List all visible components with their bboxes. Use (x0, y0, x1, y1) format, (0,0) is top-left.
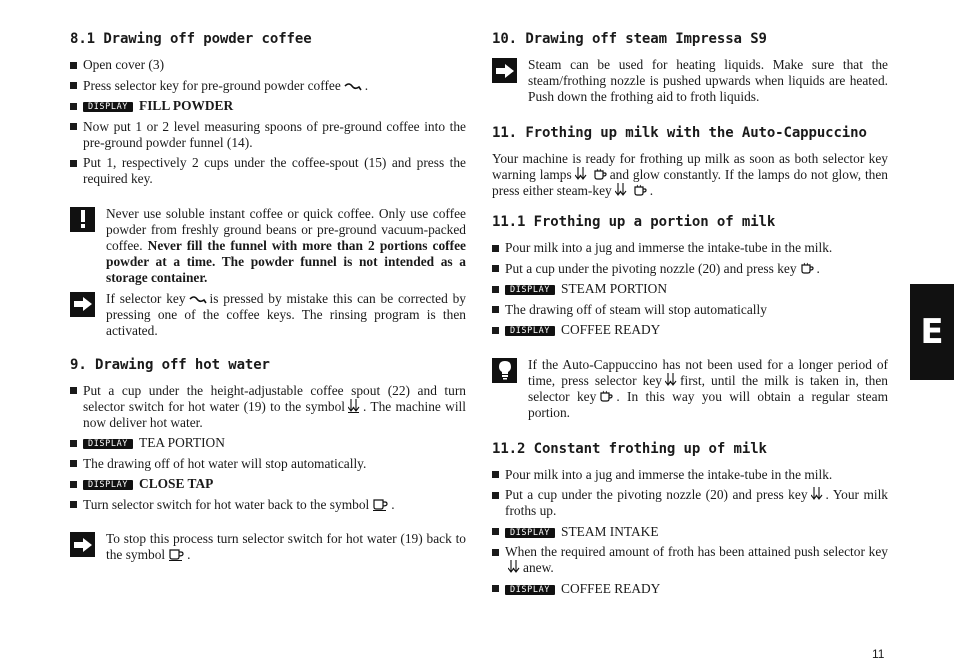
list-item (492, 467, 888, 483)
bullet-icon (70, 82, 77, 89)
bullet-list (492, 467, 888, 597)
tip-text: first, until the milk is taken in, then selector key (528, 372, 889, 404)
list-item-text: . (816, 260, 820, 276)
bullet-icon (492, 286, 499, 293)
list-item-text: The drawing off of steam will stop automatically (505, 301, 767, 317)
list-item (70, 456, 466, 472)
paragraph-text: . (649, 183, 654, 198)
list-item-text: Now put 1 or 2 level measuring spoons of pre-ground coffee into the pre-ground powder funnel (14). (83, 118, 466, 150)
bullet-icon (492, 528, 499, 535)
steam-icon (615, 183, 627, 197)
list-item-text: Put 1, respectively 2 cups under the coffee-spout (15) and press the required key. (83, 155, 466, 186)
list-item (70, 78, 466, 94)
section-paragraph (492, 151, 888, 199)
cup-icon (599, 390, 613, 403)
section-title: 9. Drawing off hot water (70, 356, 270, 373)
list-item-text: . Your milk froths up. (505, 487, 889, 518)
bullet-icon (492, 492, 499, 499)
bullet-icon (70, 160, 77, 167)
note-text: To stop this process turn selector switch for hot water (19) back to the symbol (106, 531, 466, 562)
display-message: STEAM PORTION (561, 281, 667, 296)
list-item (70, 497, 466, 513)
bullet-icon (70, 481, 77, 488)
list-item (492, 281, 888, 297)
list-item (70, 98, 466, 114)
list-item-text: anew. (523, 560, 554, 575)
arrow-right-icon (492, 58, 517, 83)
cup-icon (168, 548, 184, 561)
page-number: 11 (872, 647, 885, 661)
info-note (492, 57, 888, 105)
powder-coffee-icon (344, 82, 362, 92)
list-item (70, 383, 466, 431)
section-title: 10. Drawing off steam Impressa S9 (492, 31, 767, 47)
display-label: DISPLAY (83, 480, 133, 490)
bullet-icon (492, 327, 499, 334)
bullet-icon (492, 471, 499, 478)
list-item-text: Pour milk into a jug and immerse the intake-tube in the milk. (505, 466, 833, 482)
section-title: 11.1 Frothing up a portion of milk (492, 214, 776, 230)
powder-coffee-icon (189, 295, 207, 305)
warning-note (70, 206, 466, 286)
list-item (492, 261, 888, 277)
section-8-1 (70, 30, 466, 339)
info-note (70, 291, 466, 339)
bullet-list (492, 240, 888, 338)
cup-icon (800, 262, 814, 275)
steam-icon (811, 487, 823, 501)
display-message: STEAM INTAKE (561, 523, 659, 539)
tip-text: If the Auto-Cappuccino has not been used for a longer period of time, press selector key (528, 356, 888, 388)
bullet-icon (70, 387, 77, 394)
display-message: FILL POWDER (139, 98, 234, 113)
bulb-icon (492, 358, 517, 383)
language-tab: E (910, 284, 954, 380)
left-column (70, 30, 466, 568)
list-item-text: Put a cup under the pivoting nozzle (20) and press key (505, 260, 797, 276)
exclamation-icon (70, 207, 95, 232)
list-item-text: . (391, 496, 395, 512)
tip-note (492, 357, 888, 421)
steam-icon (508, 560, 520, 574)
bullet-icon (492, 265, 499, 272)
cup-icon (372, 498, 388, 511)
display-label: DISPLAY (505, 528, 555, 538)
info-note (70, 531, 466, 563)
section-title: 11. Frothing up milk with the Auto-Cappuccino (492, 125, 867, 141)
bullet-icon (70, 103, 77, 110)
paragraph-text: Your machine is ready for frothing up milk as soon as both selector key warning lamps (492, 151, 888, 182)
bullet-icon (492, 585, 499, 592)
hot-water-icon (348, 399, 360, 413)
list-item (492, 581, 888, 597)
list-item-text: Turn selector switch for hot water back to the symbol (83, 496, 370, 512)
list-item (492, 322, 888, 338)
list-item-text: Put a cup under the height-adjustable coffee spout (22) and turn selector switch for hot water (19) to the symbol (83, 382, 466, 414)
arrow-right-icon (70, 532, 95, 557)
section-10 (492, 30, 888, 105)
tip-text: . In this way you will obtain a regular steam portion. (528, 388, 888, 420)
bullet-list (70, 57, 466, 187)
display-label: DISPLAY (505, 285, 555, 295)
arrow-right-icon (70, 292, 95, 317)
display-label: DISPLAY (505, 585, 555, 595)
note-text: is pressed by mistake this can be corrected by pressing one of the coffee keys. The rinsing program is then activated. (106, 290, 466, 338)
list-item-text: Put a cup under the pivoting nozzle (20) and press key (505, 487, 808, 502)
list-item (70, 476, 466, 492)
list-item (492, 240, 888, 256)
display-label: DISPLAY (83, 439, 133, 449)
section-title: 8.1 Drawing off powder coffee (70, 31, 312, 47)
list-item-text: . (364, 77, 369, 93)
display-label: DISPLAY (505, 326, 555, 336)
bullet-icon (70, 460, 77, 467)
list-item (70, 155, 466, 187)
right-column (492, 30, 888, 601)
bullet-icon (70, 123, 77, 130)
list-item-text: Press selector key for pre-ground powder coffee (83, 77, 341, 93)
note-text: Steam can be used for heating liquids. Make sure that the steam/frothing nozzle is pushed upwards when liquids are heated. Push down the frothing aid to froth liquids. (528, 57, 888, 104)
display-message: CLOSE TAP (139, 476, 214, 491)
list-item (70, 435, 466, 451)
warning-text: Never use soluble instant coffee or quick coffee. Only use coffee powder from freshly ground beans or pre-ground vacuum-packed coffee. (106, 205, 466, 253)
list-item (492, 302, 888, 318)
bullet-icon (70, 501, 77, 508)
steam-icon (665, 373, 677, 387)
section-11-2 (492, 440, 888, 597)
bullet-icon (492, 245, 499, 252)
note-text: . (187, 547, 191, 562)
bullet-icon (492, 549, 499, 556)
list-item-text: Open cover (3) (83, 57, 165, 72)
list-item (492, 544, 888, 576)
display-message: COFFEE READY (561, 322, 661, 337)
list-item (70, 57, 466, 73)
display-message: TEA PORTION (139, 435, 225, 450)
warning-bold-text: Never fill the funnel with more than 2 portions coffee powder at a time. The powder funnel is not intended as a storage container. (106, 237, 466, 285)
steam-icon (575, 167, 587, 181)
note-text: If selector key (106, 290, 186, 306)
cup-icon (633, 184, 647, 197)
section-11-1 (492, 213, 888, 421)
paragraph-text: and glow constantly. If the lamps do not glow, then press either steam-key (492, 167, 889, 198)
section-11 (492, 124, 888, 199)
list-item (492, 524, 888, 540)
list-item (492, 487, 888, 519)
section-title: 11.2 Constant frothing up of milk (492, 440, 767, 457)
list-item-text: The drawing off of hot water will stop automatically. (83, 455, 367, 471)
bullet-icon (492, 306, 499, 313)
bullet-icon (70, 62, 77, 69)
display-message: COFFEE READY (561, 580, 661, 596)
list-item-text: When the required amount of froth has been attained push selector key (505, 544, 888, 559)
bullet-icon (70, 440, 77, 447)
cup-icon (593, 168, 607, 181)
bullet-list (70, 383, 466, 513)
section-9 (70, 356, 466, 564)
list-item-text: Pour milk into a jug and immerse the intake-tube in the milk. (505, 240, 833, 255)
display-label: DISPLAY (83, 102, 133, 112)
list-item (70, 119, 466, 151)
list-item-text: . The machine will now deliver hot water. (83, 398, 466, 430)
